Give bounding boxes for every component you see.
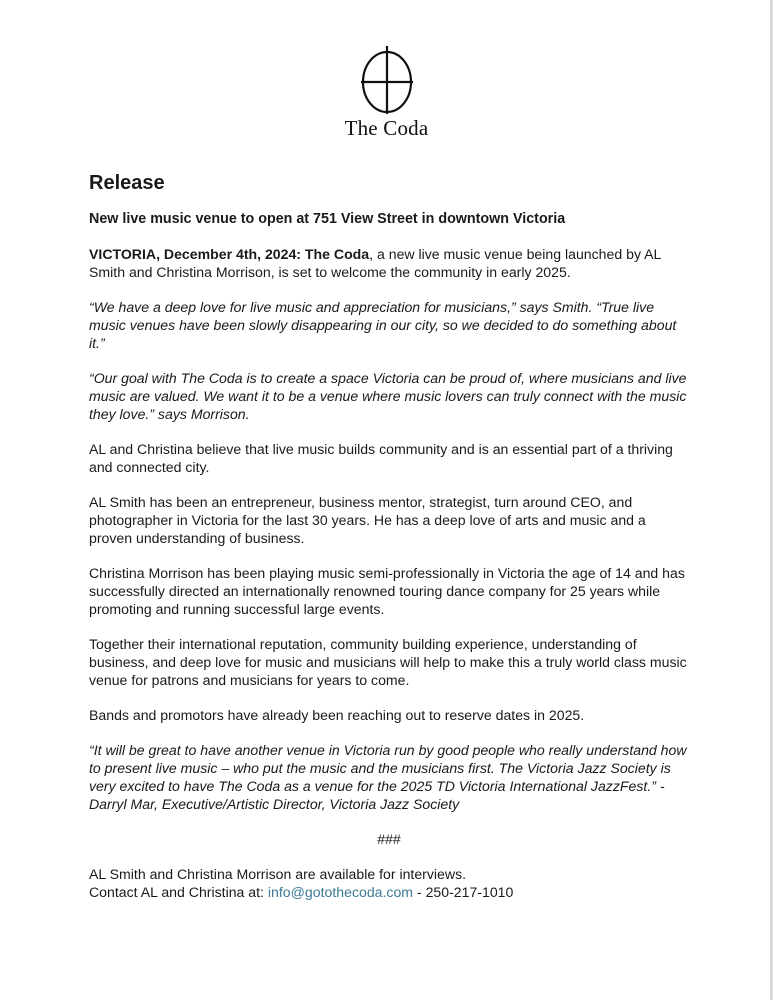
bookings-paragraph: Bands and promotors have already been reaching out to reserve dates in 2025. [89,707,585,723]
contact-line-interviews: AL Smith and Christina Morrison are available for interviews. [89,866,467,882]
dateline: VICTORIA, December 4th, 2024: The Coda [89,246,370,262]
intro-paragraph [89,245,689,281]
logo-wordmark: The Coda [344,116,429,140]
smith-quote: “We have a deep love for live music and appreciation for musicians,” says Smith. “True live music venues have been slowly disappearing in our city, so we decided to do something about it.” [89,299,677,351]
press-release-body [89,170,689,901]
release-headline: New live music venue to open at 751 View Street in downtown Victoria [89,211,566,227]
contact-email-link[interactable]: info@gotothecoda.com [267,884,414,900]
end-mark: ### [377,831,401,847]
together-paragraph: Together their international reputation, community building experience, understanding of business, and deep love for music and musicians will help to make this a truly world class music venue for patrons and musicians for years to come. [89,636,687,688]
contact-phone: - 250-217-1010 [413,884,514,900]
coda-symbol-icon [359,46,415,114]
logo [0,46,773,141]
intro-text: , a new live music venue being launched by AL Smith and Christina Morrison, is set to welcome the community in early 2025. [89,246,661,280]
contact-line-details [89,883,689,901]
morrison-bio-paragraph: Christina Morrison has been playing music semi-professionally in Victoria the age of 14 and has successfully directed an internationally renowned touring dance company for 25 years while promoting and running successful large events. [89,565,685,617]
contact-prefix: Contact AL and Christina at: [89,884,268,900]
community-paragraph: AL and Christina believe that live music builds community and is an essential part of a thriving and connected city. [89,441,673,475]
smith-bio-paragraph: AL Smith has been an entrepreneur, business mentor, strategist, turn around CEO, and photographer in Victoria for the last 30 years. He has a deep love of arts and music and a proven understanding of business. [89,494,646,546]
release-heading: Release [89,172,165,194]
jazz-society-quote: “It will be great to have another venue in Victoria run by good people who really understand how to present live music – who put the music and the musicians first. The Victoria Jazz Society is very excited to have The Coda as a venue for the 2025 TD Victoria International JazzFest.” - Darryl Mar, Executive/Artistic Director, Victoria Jazz Society [89,742,687,812]
contact-block [89,865,689,901]
morrison-quote: “Our goal with The Coda is to create a space Victoria can be proud of, where musicians and live music are valued. We want it to be a venue where music lovers can truly connect with the music they love.” says Morrison. [89,370,687,422]
